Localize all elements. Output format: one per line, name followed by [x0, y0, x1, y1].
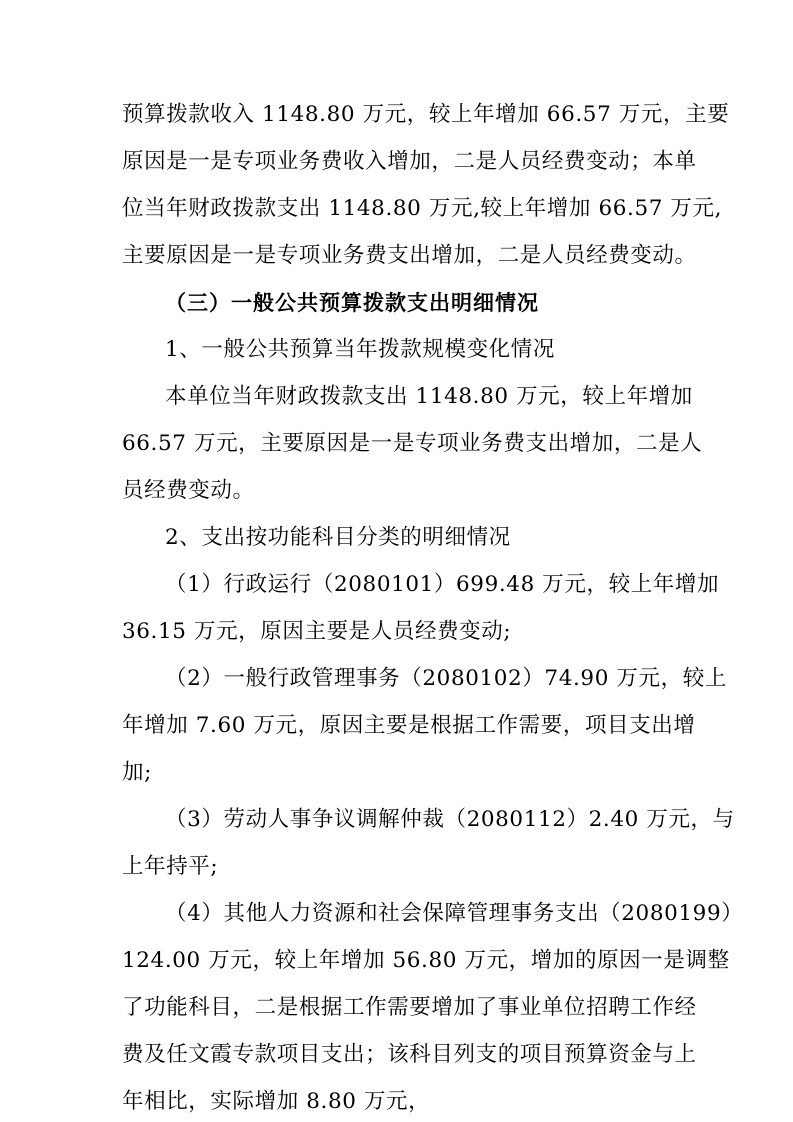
paragraph-line: （4）其他人力资源和社会保障管理事务支出（2080199） [165, 901, 744, 926]
paragraph-line: 预算拨款收入 1148.80 万元，较上年增加 66.57 万元，主要 [122, 102, 730, 127]
paragraph-line: 124.00 万元，较上年增加 56.80 万元，增加的原因一是调整 [122, 948, 730, 973]
paragraph-line: （3）劳动人事争议调解仲裁（2080112）2.40 万元，与 [165, 807, 735, 832]
paragraph-line: 年增加 7.60 万元，原因主要是根据工作需要，项目支出增 [122, 713, 696, 738]
paragraph-line: 年相比，实际增加 8.80 万元， [122, 1089, 431, 1114]
paragraph-line: （2）一般行政管理事务（2080102）74.90 万元，较上 [165, 666, 727, 691]
paragraph-line: 本单位当年财政拨款支出 1148.80 万元，较上年增加 [165, 384, 693, 409]
paragraph-line: 主要原因是一是专项业务费支出增加，二是人员经费变动。 [122, 243, 697, 268]
paragraph-line: 位当年财政拨款支出 1148.80 万元,较上年增加 66.57 万元, [122, 196, 723, 221]
paragraph-line: 66.57 万元，主要原因是一是专项业务费支出增加，二是人 [122, 431, 703, 456]
paragraph-line: 上年持平; [122, 854, 219, 879]
paragraph-line: （1）行政运行（2080101）699.48 万元，较上年增加 [165, 572, 720, 597]
paragraph-line: 36.15 万元，原因主要是人员经费变动; [122, 619, 512, 644]
paragraph-line: 员经费变动。 [122, 478, 255, 503]
section-heading: （三）一般公共预算拨款支出明细情况 [165, 291, 539, 315]
subsection-heading: 1、一般公共预算当年拨款规模变化情况 [165, 337, 555, 362]
paragraph-line: 了功能科目，二是根据工作需要增加了事业单位招聘工作经 [122, 995, 697, 1020]
subsection-heading: 2、支出按功能科目分类的明细情况 [165, 525, 511, 550]
paragraph-line: 加; [122, 760, 152, 785]
paragraph-line: 费及任文霞专款项目支出；该科目列支的项目预算资金与上 [122, 1042, 697, 1067]
paragraph-line: 原因是一是专项业务费收入增加，二是人员经费变动；本单 [122, 149, 697, 174]
